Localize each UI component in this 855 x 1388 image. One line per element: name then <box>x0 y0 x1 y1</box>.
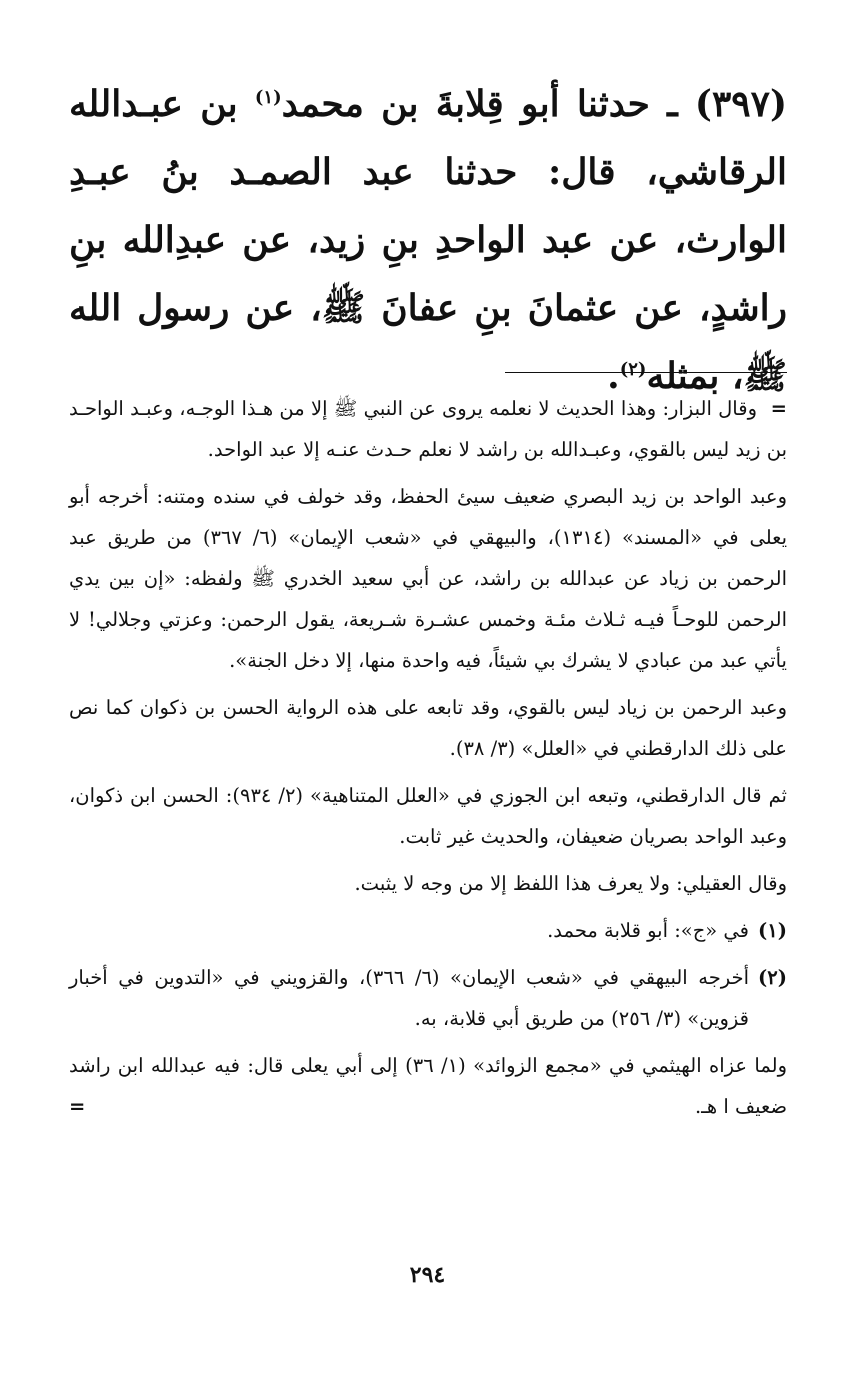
footnotes-area <box>69 388 787 1127</box>
footnote-1-text: في «ج»: أبو قلابة محمد. <box>547 919 749 942</box>
footnote-2-text: أخرجه البيهقي في «شعب الإيمان» (٦/ ٣٦٦)، والقزويني في «التدوين في أخبار قزوين» (٣/ ٢٥٦) من طريق أبي قلابة، به. <box>69 966 749 1030</box>
hadith-main-text <box>69 70 787 410</box>
footnote-2-continuation <box>69 1045 787 1127</box>
footnote-1 <box>69 910 787 951</box>
note-paragraph-4: ثم قال الدارقطني، وتبعه ابن الجوزي في «العلل المتناهية» (٢/ ٩٣٤): الحسن ابن ذكوان، وعبد الواحد بصريان ضعيفان، والحديث غير ثابت. <box>69 784 787 848</box>
footnote-1-number: (١) <box>758 919 787 942</box>
hadith-number: (٣٩٧) <box>694 83 788 125</box>
footnote-ref-2: (٢) <box>619 359 647 380</box>
note-paragraph-1 <box>69 388 787 470</box>
footnote-2-continuation-text: ولما عزاه الهيثمي في «مجمع الزوائد» (١/ ٣٦) إلى أبي يعلى قال: فيه عبدالله ابن راشد ضعيف ا هـ. <box>69 1054 787 1118</box>
note-paragraph-1-text: وقال البزار: وهذا الحديث لا نعلمه يروى عن النبي ﷺ إلا من هـذا الوجـه، وعبـد الواحـد بن زيد ليس بالقوي، وعبـدالله بن راشد لا نعلم حـدث عنـه إلا عبد الواحد. <box>69 397 787 461</box>
hadith-text-part1: حدثنا أبو قِلابةَ بن محمد <box>281 83 650 125</box>
continuation-tail-mark: = <box>69 1095 86 1118</box>
hadith-text-part2: بن عبـدالله الرقاشي، قال: حدثنا عبد الصمـد بنُ عبـدِ الوارث، عن عبد الواحدِ بنِ زيد، عن عبدِالله بنِ راشدٍ، عن عثمانَ بنِ عفانَ ﷺ، عن رسول الله ﷺ، بمثله <box>69 83 787 397</box>
hadith-dash: ـ <box>649 83 695 125</box>
footnote-2 <box>69 957 787 1039</box>
continuation-mark: = <box>770 397 787 420</box>
note-paragraph-5: وقال العقيلي: ولا يعرف هذا اللفظ إلا من وجه لا يثبت. <box>354 872 787 895</box>
footnote-ref-1: (١) <box>254 87 282 108</box>
hadith-end: . <box>607 355 620 397</box>
footnote-separator <box>505 372 787 373</box>
note-paragraph-2: وعبد الواحد بن زيد البصري ضعيف سيئ الحفظ، وقد خولف في سنده ومتنه: أخرجه أبو يعلى في «المسند» (١٣١٤)، والبيهقي في «شعب الإيمان» (٦/ ٣٦٧) من طريق عبد الرحمن بن زياد عن عبدالله بن راشد، عن أبي سعيد الخدري ﷺ ولفظه: «إن بين يدي الرحمن للوحـاً فيـه ثـلاث مئـة وخمس عشـرة شـريعة، يقول الرحمن: وعزتي وجلالي! لا يأتي عبد من عبادي لا يشرك بي شيئاً، فيه واحدة منها، إلا دخل الجنة». <box>69 485 787 672</box>
note-paragraph-3: وعبد الرحمن بن زياد ليس بالقوي، وقد تابعه على هذه الرواية الحسن بن ذكوان كما نص على ذلك الدارقطني في «العلل» (٣/ ٣٨). <box>69 696 787 760</box>
footnote-2-number: (٢) <box>758 966 787 989</box>
page-number: ٢٩٤ <box>409 1262 446 1288</box>
